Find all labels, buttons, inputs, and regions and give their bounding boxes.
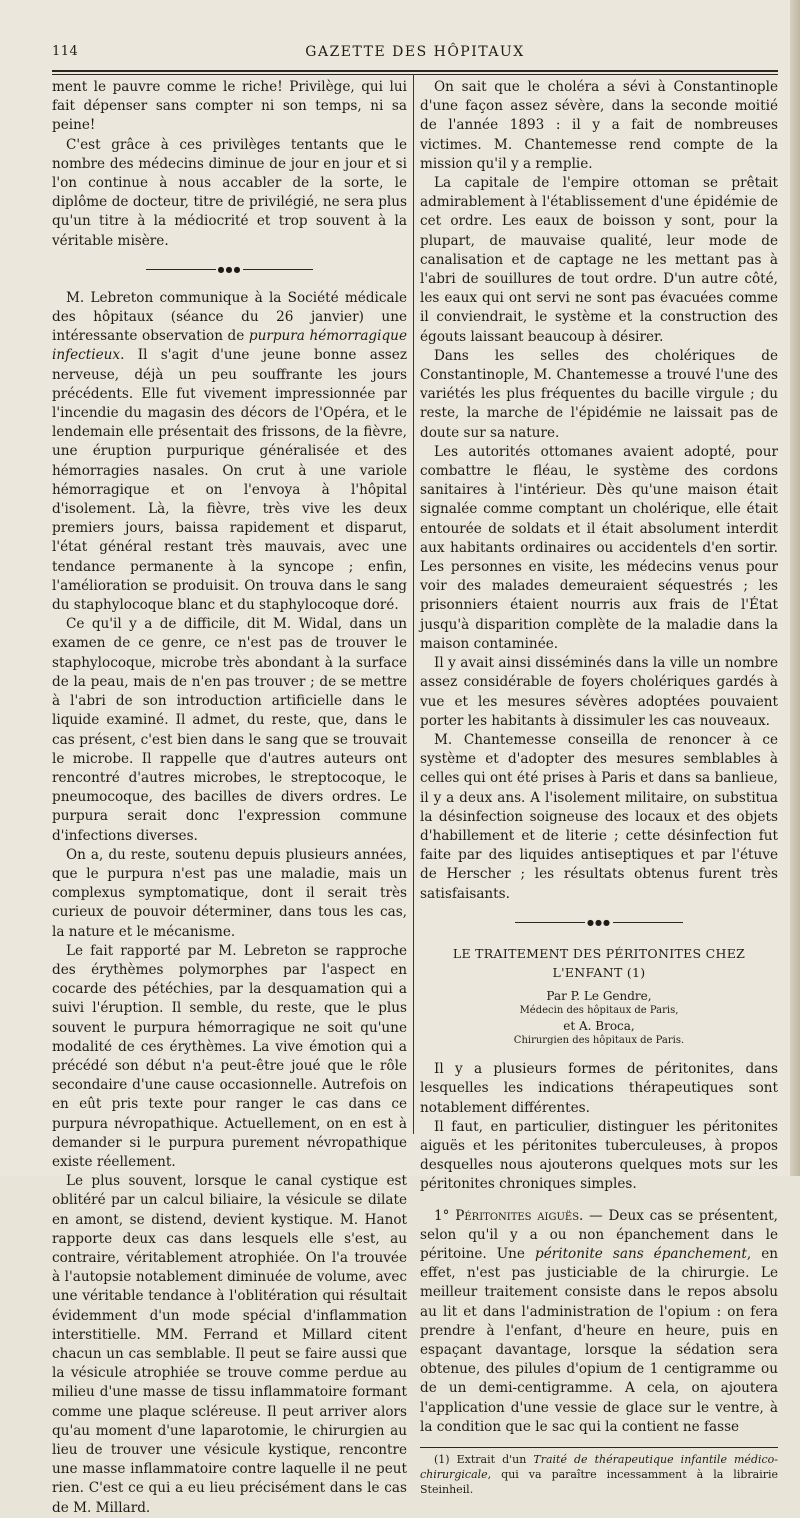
right-column xyxy=(420,78,778,1497)
author-affiliation: Médecin des hôpitaux de Paris, xyxy=(519,1005,679,1017)
column-divider xyxy=(413,74,414,1134)
paragraph: Dans les selles des cholériques de Constantinople, M. Chantemesse a trouvé l'une des variétés les plus fréquentes du bacille virgule ; du reste, la marche de l'épidémie ne laissait pas de doute sur sa nature. xyxy=(420,347,778,441)
paragraph: On a, du reste, soutenu depuis plusieurs années, que le purpura n'est pas une maladie, mais un complexus symptomatique, dont il serait très curieux de pouvoir déterminer, dans tous les cas, la nature et le mécanisme. xyxy=(52,846,407,940)
paragraph: 1° Péritonites aiguës. — Deux cas se présentent, selon qu'il y a ou non épanchement dans le péritoine. Une péritonite sans épanchement, en effet, n'est pas justiciable de la chirurgie. Le meilleur traitement consiste dans le repos absolu au lit et dans l'administration de l'opium : on fera prendre à l'enfant, d'heure en heure, puis en espaçant davantage, lorsque la sédation sera obtenue, des pilules d'opium de 1 centigramme ou de un demi-centigramme. A cela, on ajoutera l'application d'une vessie de glace sur le ventre, à la condition que le sac qui la contient ne fasse xyxy=(420,1207,778,1435)
footnote: (1) Extrait d'un Traité de thérapeutique infantile médico-chirurgicale, qui va paraître incessamment à la librairie Steinheil. xyxy=(420,1453,779,1496)
author-byline: et A. Broca, xyxy=(563,1019,635,1034)
paragraph: M. Lebreton communique à la Société médicale des hôpitaux (séance du 26 janvier) une intéressante observation de purpura hémorragique infectieux. Il s'agit d'une jeune bonne assez nerveuse, déjà un peu souffrante les jours précédents. Elle fut vivement impressionnée par l'incendie du magasin des décors de l'Opéra, et le lendemain elle présentait des frissons, de la fièvre, une éruption purpurique généralisée et des hémorragies nasales. On crut à une variole hémorragique et on l'envoya à l'hôpital d'isolement. Là, la fièvre, très vive les deux premiers jours, baissa rapidement et disparut, l'état général restant très mauvais, avec une tendance permanente à la syncope ; enfin, l'amélioration se produisit. On trouva dans le sang du staphylocoque blanc et du staphylocoque doré. xyxy=(52,289,407,614)
paragraph: Il faut, en particulier, distinguer les péritonites aiguës et les péritonites tuberculeuses, à propos desquelles nous ajouterons quelques mots sur les péritonites chroniques simples. xyxy=(420,1118,778,1193)
paragraph: Le fait rapporté par M. Lebreton se rapproche des érythèmes polymorphes par l'aspect en cocarde des pétéchies, par la desquamation qui a suivi l'éruption. Il semble, du reste, que le plus souvent le purpura hémorragique ne soit qu'une modalité de ces érythèmes. La vive émotion qui a précédé son début n'a peut-être joué que le rôle secondaire d'une cause occasionnelle. Autrefois on en eût pris texte pour ranger le cas dans ce purpura névropathique. Actuellement, on en est à demander si le purpura purement névropathique existe réellement. xyxy=(52,942,407,1170)
paragraph: M. Chantemesse conseilla de renoncer à ce système et d'adopter des mesures semblables à celles qui ont été prises à Paris et dans sa banlieue, il y a deux ans. A l'isolement militaire, on substitua la désinfection soigneuse des locaux et des objets d'habillement et de literie ; cette désinfection fut faite par des liquides antiseptiques et par l'étuve de Herscher ; les résultats obtenus furent très satisfaisants. xyxy=(420,731,778,902)
article-title: LE TRAITEMENT DES PÉRITONITES CHEZ L'ENFANT (1) xyxy=(452,945,746,980)
paragraph: Les autorités ottomanes avaient adopté, pour combattre le fléau, le système des cordons sanitaires à l'intérieur. Dès qu'une maison était signalée comme comptant un cholérique, elle était entourée de soldats et il était absolument interdit aux habitants ordinaires ou accidentels d'en sortir. Les personnes en visite, les médecins venus pour voir des malades demeuraient séquestrés ; les prisonniers étaient nourris aux frais de l'État jusqu'à disparition complète de la maladie dans la maison contaminée. xyxy=(420,443,778,652)
paragraph: Le plus souvent, lorsque le canal cystique est oblitéré par un calcul biliaire, la vésicule se dilate en amont, se distend, devient kystique. M. Hanot rapporte deux cas dans lesquels elle s'est, au contraire, véritablement atrophiée. On l'a trouvée à l'autopsie notablement diminuée de volume, avec une véritable tendance à l'oblitération qui résultait évidemment d'un mode spécial d'inflammation interstitielle. MM. Ferrand et Millard citent chacun un cas semblable. Il peut se faire aussi que la vésicule atrophiée se trouve comme perdue au milieu d'une masse de tissu inflammatoire formant comme une plaque scléreuse. Il peut arriver alors qu'au moment d'une laparotomie, le chirurgien au lieu de trouver une vésicule kystique, rencontre une masse inflammatoire contre laquelle il ne peut rien. C'est ce qui a eu lieu précisément dans le cas de M. Millard. xyxy=(52,1173,407,1516)
author-affiliation: Chirurgien des hôpitaux de Paris. xyxy=(513,1035,685,1047)
paragraph: Il y avait ainsi disséminés dans la ville un nombre assez considérable de foyers cholériques gardés à vue et les mesures sévères adoptées pouvaient porter les habitants à dissimuler les cas nouveaux. xyxy=(420,655,778,729)
paragraph: Ce qu'il y a de difficile, dit M. Widal, dans un examen de ce genre, ce n'est pas de trouver le staphylocoque, microbe très abondant à la surface de la peau, mais de n'en pas trouver ; de se mettre à l'abri de son introduction artificielle dans le liquide examiné. Il admet, du reste, que, dans le cas présent, c'est bien dans le sang que se trouvait le microbe. Il rappelle que d'autres auteurs ont rencontré d'autres microbes, le streptocoque, le pneumocoque, des bacilles de divers ordres. Le purpura serait donc l'expression commune d'infections diverses. xyxy=(52,616,407,844)
paragraph: On sait que le choléra a sévi à Constantinople d'une façon assez sévère, dans la seconde moitié de l'année 1893 : il y a fait de nombreuses victimes. M. Chantemesse rend compte de la mission qu'il y a remplie. xyxy=(420,79,778,172)
page-edge xyxy=(790,0,800,1176)
section-separator: ●●● xyxy=(52,251,407,289)
paragraph: C'est grâce à ces privilèges tentants que le nombre des médecins diminue de jour en jour et si l'on continue à nous accabler de la sorte, le diplôme de docteur, titre de privilégié, ne sera plus qu'un titre à la médiocrité et trop souvent à la véritable misère. xyxy=(52,136,407,249)
left-column xyxy=(52,78,407,1518)
author-byline: Par P. Le Gendre, xyxy=(546,989,652,1004)
journal-title: GAZETTE DES HÔPITAUX xyxy=(305,44,525,60)
section-separator: ●●● xyxy=(420,904,778,942)
paragraph: ment le pauvre comme le riche! Privilège, qui lui fait dépenser sans compter ni son temps, ni sa peine! xyxy=(52,79,407,134)
page-header xyxy=(52,40,778,68)
page-number: 114 xyxy=(52,44,79,59)
subsection-heading: 1° Péritonites aiguës. xyxy=(434,1207,584,1224)
header-rule xyxy=(52,70,778,75)
paragraph: La capitale de l'empire ottoman se prêtait admirablement à l'établissement d'une épidémie de cet ordre. Les eaux de boisson y sont, pour la plupart, de mauvaise qualité, leur mode de canalisation et de captage ne les mettant pas à l'abri de souillures de tout ordre. D'un autre côté, les eaux qui ont servi ne sont pas évacuées comme il conviendrait, le système et la construction des égouts laissant beaucoup à désirer. xyxy=(420,175,778,345)
paragraph: Il y a plusieurs formes de péritonites, dans lesquelles les indications thérapeutiques sont notablement différentes. xyxy=(420,1061,778,1116)
footnote-rule xyxy=(420,1447,778,1448)
